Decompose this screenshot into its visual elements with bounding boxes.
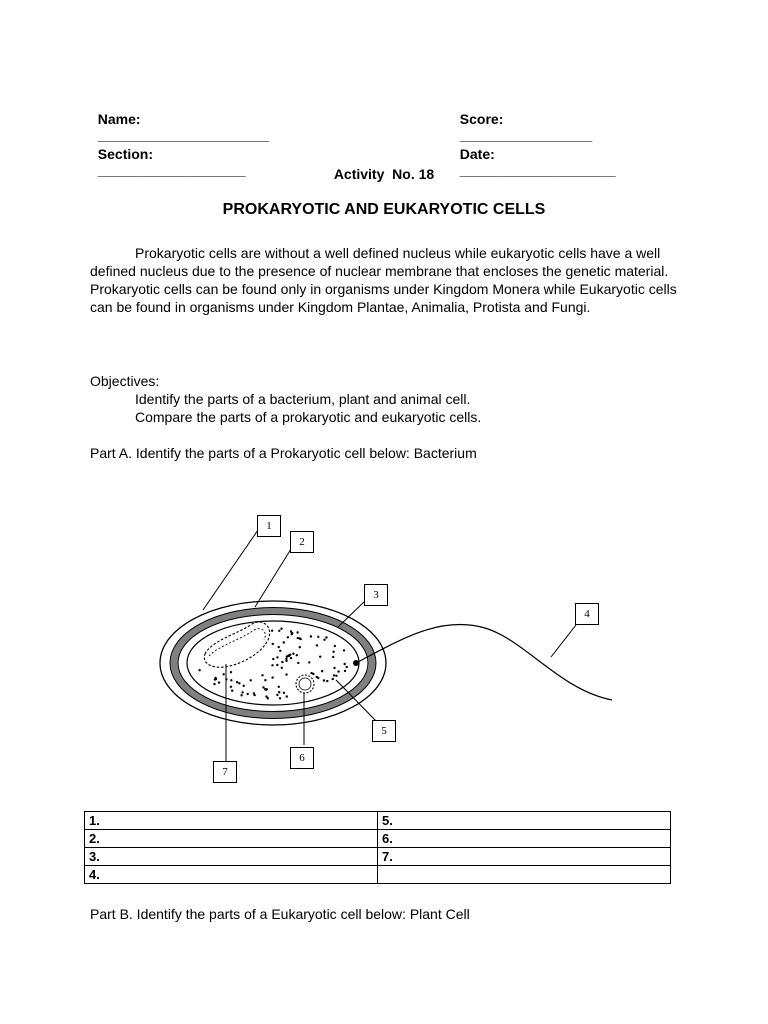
ribosome-dot: [278, 686, 280, 688]
diagram-label-5: 5: [372, 720, 396, 742]
score-blank[interactable]: _________________: [459, 127, 593, 143]
capsule-outline: [160, 601, 386, 725]
diagram-label-7: 7: [213, 761, 237, 783]
ribosome-dot: [286, 695, 288, 697]
ribosome-dot: [236, 681, 238, 683]
answer-cell[interactable]: [378, 866, 671, 884]
ribosome-dot: [283, 692, 285, 694]
ribosome-dot: [325, 636, 327, 638]
ribosome-dot: [253, 692, 255, 694]
ribosome-dot: [267, 697, 269, 699]
intro-paragraph: Prokaryotic cells are without a well defined nucleus while eukaryotic cells have a well defined nucleus due to the presence of nuclear membrane that encloses the genetic material. Prokaryotic cells can be found only in organisms under Kingdom Monera while Eukaryotic cells can be found in organisms under Kingdom Plantae, Animalia, Protista and Fungi.: [90, 245, 677, 315]
ribosome-dot: [281, 661, 283, 663]
part-b-instruction: Part B. Identify the parts of a Eukaryotic cell below: Plant Cell: [90, 906, 470, 922]
ribosome-dot: [218, 681, 220, 683]
table-row: [85, 866, 671, 884]
answer-cell[interactable]: 1.: [85, 812, 378, 830]
objective-item: Identify the parts of a bacterium, plant and animal cell.: [135, 391, 471, 407]
ribosome-dot: [297, 637, 299, 639]
ribosome-dot: [337, 670, 339, 672]
ribosome-dot: [299, 638, 301, 640]
nucleoid: [204, 622, 269, 667]
ribosome-dot: [326, 680, 328, 682]
ribosome-dot: [316, 676, 318, 678]
ribosome-dot: [281, 667, 283, 669]
ribosome-dot: [316, 644, 318, 646]
ribosome-dot: [266, 688, 268, 690]
date-label: Date:: [459, 146, 495, 162]
ribosome-dot: [290, 630, 292, 632]
ribosome-dot: [231, 690, 233, 692]
ribosome-dot: [272, 643, 274, 645]
table-row: [85, 848, 671, 866]
ribosome-dot: [240, 694, 242, 696]
ribosome-dot: [271, 664, 273, 666]
ribosome-dot: [264, 679, 266, 681]
ribosome-dot: [335, 675, 337, 677]
ribosome-dot: [276, 694, 278, 696]
diagram-label-1: 1: [257, 515, 281, 537]
ribosome-dot: [243, 685, 245, 687]
ribosome-dot: [271, 630, 273, 632]
ribosome-dot: [334, 645, 336, 647]
cell-membrane: [187, 621, 359, 705]
name-blank[interactable]: ______________________: [97, 127, 270, 143]
ribosome-dot: [344, 663, 346, 665]
date-blank[interactable]: ____________________: [459, 162, 616, 178]
ribosome-dot: [276, 664, 278, 666]
answer-cell[interactable]: 7.: [378, 848, 671, 866]
ribosome-dot: [230, 671, 232, 673]
ribosome-dot: [238, 682, 240, 684]
ribosome-dot: [346, 666, 348, 668]
ribosome-dot: [278, 630, 280, 632]
section-blank[interactable]: ___________________: [97, 162, 246, 178]
ribosome-dot: [299, 646, 301, 648]
ribosome-dot: [332, 651, 334, 653]
answer-cell[interactable]: 6.: [378, 830, 671, 848]
ribosome-dot: [272, 658, 274, 660]
ribosome-dot: [310, 672, 312, 674]
answer-cell[interactable]: 3.: [85, 848, 378, 866]
ribosome-dot: [271, 676, 273, 678]
ribosome-dot: [332, 678, 334, 680]
diagram-label-4: 4: [575, 603, 599, 625]
part-a-instruction: Part A. Identify the parts of a Prokaryotic cell below: Bacterium: [90, 445, 477, 461]
section-label: Section:: [97, 146, 154, 162]
ribosome-dot: [290, 657, 292, 659]
cell-wall: [174, 611, 372, 715]
ribosome-dot: [250, 679, 252, 681]
table-row: [85, 830, 671, 848]
activity-number: Activity No. 18: [333, 166, 435, 182]
ribosome-dot: [297, 662, 299, 664]
ribosome-dot: [292, 653, 294, 655]
ribosome-dot: [291, 633, 293, 635]
ribosomes: [198, 628, 347, 700]
ribosome-dot: [278, 646, 280, 648]
ribosome-dot: [323, 679, 325, 681]
name-label: Name:: [97, 111, 141, 127]
page-title: PROKARYOTIC AND EUKARYOTIC CELLS: [222, 201, 546, 218]
ribosome-dot: [198, 669, 200, 671]
ribosome-dot: [247, 693, 249, 695]
ribosome-dot: [278, 691, 280, 693]
objective-item: Compare the parts of a prokaryotic and eukaryotic cells.: [135, 409, 482, 425]
ribosome-dot: [262, 686, 264, 688]
ribosome-dot: [319, 656, 321, 658]
ribosome-dot: [296, 631, 298, 633]
flagellum: [356, 624, 612, 700]
ribosome-dot: [214, 677, 216, 679]
ribosome-dot: [321, 670, 323, 672]
ribosome-dot: [279, 697, 281, 699]
ribosome-dot: [283, 641, 285, 643]
ribosome-dot: [279, 650, 281, 652]
ribosome-dot: [332, 656, 334, 658]
ribosome-dot: [317, 636, 319, 638]
ribosome-dot: [280, 628, 282, 630]
ribosome-dot: [223, 673, 225, 675]
diagram-label-2: 2: [290, 531, 314, 553]
answer-cell[interactable]: 2.: [85, 830, 378, 848]
ribosome-dot: [285, 660, 287, 662]
ribosome-dot: [287, 636, 289, 638]
ribosome-dot: [308, 661, 310, 663]
ribosome-dot: [323, 639, 325, 641]
objectives-heading: Objectives:: [90, 373, 160, 389]
ribosome-dot: [241, 691, 243, 693]
answer-cell[interactable]: 5.: [378, 812, 671, 830]
answer-table: [84, 811, 671, 884]
ribosome-dot: [230, 686, 232, 688]
ribosome-dot: [230, 679, 232, 681]
diagram-label-3: 3: [364, 584, 388, 606]
ribosome-dot: [261, 674, 263, 676]
table-row: [85, 812, 671, 830]
ribosome-dot: [296, 654, 298, 656]
ribosome-dot: [289, 654, 291, 656]
ribosome-dot: [344, 670, 346, 672]
ribosome-dot: [285, 673, 287, 675]
ribosome-dot: [333, 674, 335, 676]
ribosome-dot: [310, 635, 312, 637]
score-label: Score:: [459, 111, 504, 127]
ribosome-dot: [276, 656, 278, 658]
diagram-label-6: 6: [290, 747, 314, 769]
answer-cell[interactable]: 4.: [85, 866, 378, 884]
ribosome-dot: [343, 649, 345, 651]
ribosome-dot: [213, 683, 215, 685]
ribosome-dot: [333, 667, 335, 669]
